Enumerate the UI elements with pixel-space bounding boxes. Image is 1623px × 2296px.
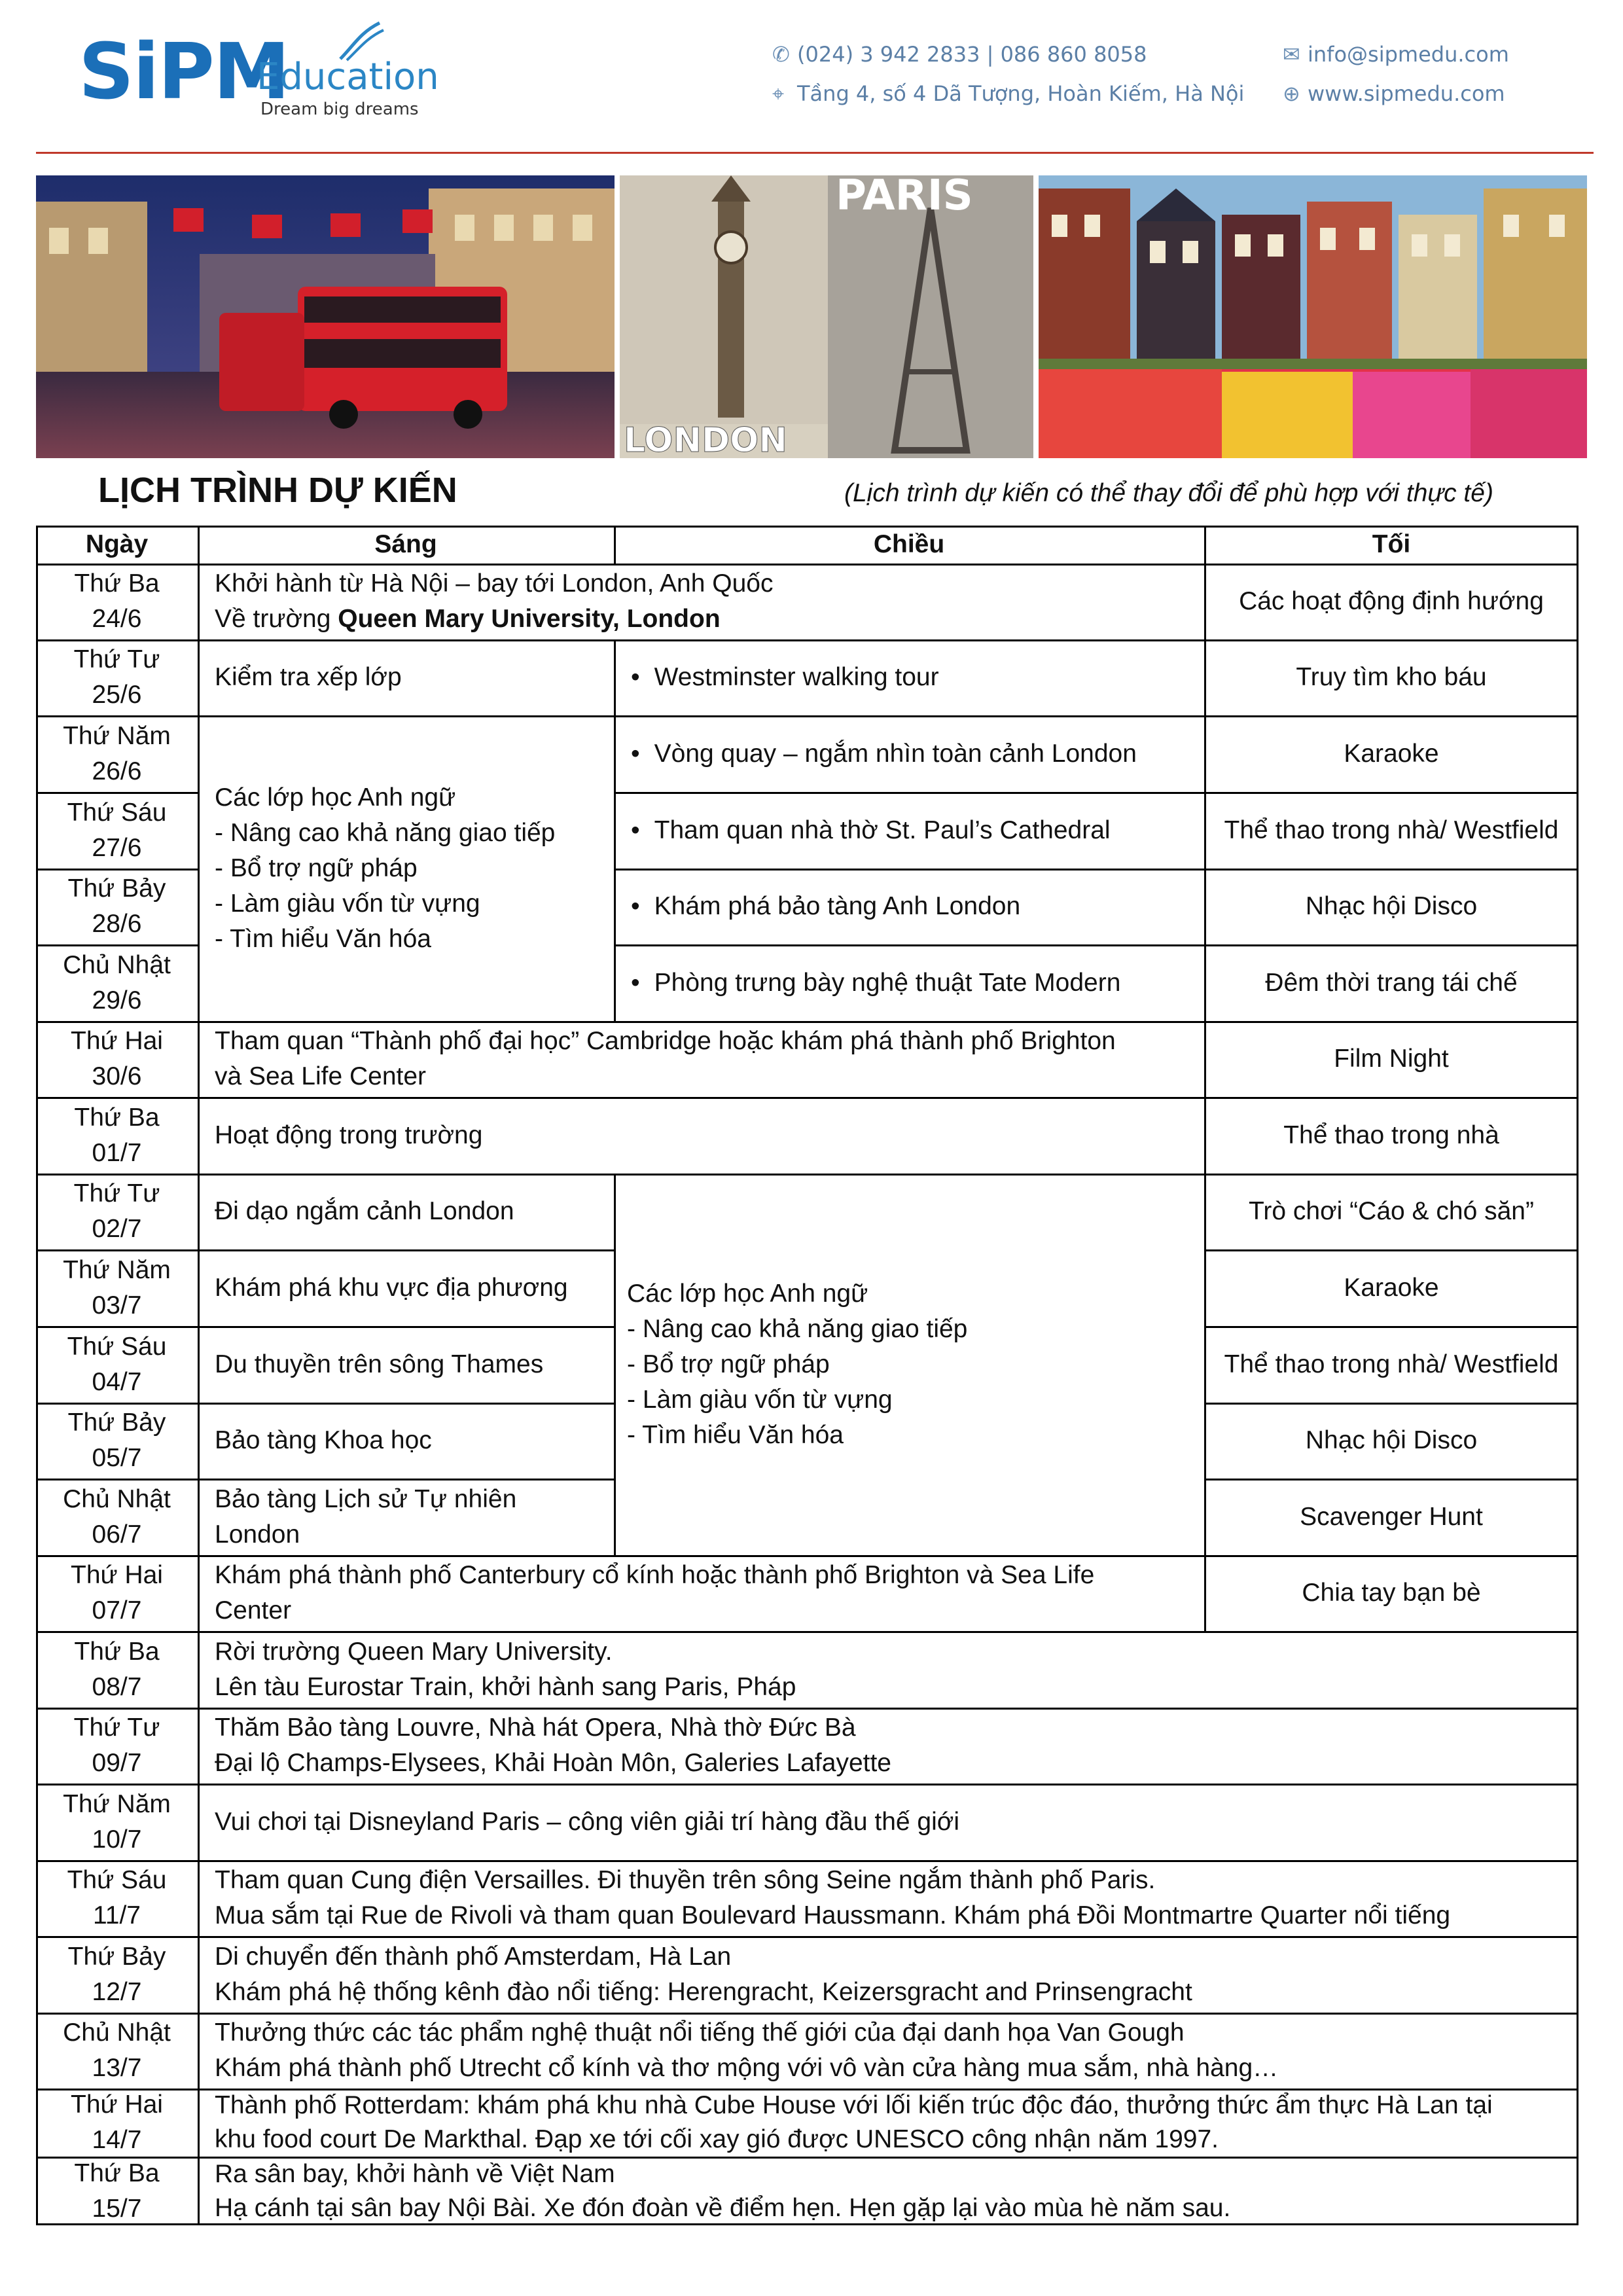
day-cell: Thứ Năm 10/7 (63, 1789, 171, 1854)
banner-images (36, 175, 1587, 458)
day-cell: Chủ Nhật 13/7 (63, 2018, 171, 2082)
afternoon-cell: • Tham quan nhà thờ St. Paul’s Cathedral (614, 792, 1204, 869)
grid-line (36, 1174, 1578, 1175)
grid-line (36, 564, 1578, 565)
website-contact[interactable]: ⊕ www.sipmedu.com (1283, 81, 1505, 106)
full-day-cell: Vui chơi tại Disneyland Paris – công viên giải trí hàng đầu thế giới (215, 1807, 960, 1836)
grid-line (1204, 639, 1206, 715)
evening-cell: Thể thao trong nhà (1283, 1121, 1499, 1149)
grid-line (36, 1631, 1578, 1633)
location-pin-icon: ⌖ (772, 81, 785, 106)
grid-line (36, 1860, 1578, 1862)
grid-line (614, 639, 616, 715)
full-day-cell: Tham quan Cung điện Versailles. Đi thuyền trên sông Seine ngắm thành phố Paris. Mua sắm tại Rue de Rivoli và tham quan Boulevard Haussmann. Khám phá Đồi Montmartre Quarter nổi tiếng (215, 1866, 1451, 1929)
english-class-block: Các lớp học Anh ngữ - Nâng cao khả năng giao tiếp - Bổ trợ ngữ pháp - Làm giàu vốn từ vựng - Tìm hiểu Văn hóa (215, 783, 556, 953)
day-cell: Thứ Ba 01/7 (74, 1103, 160, 1167)
grid-line (1204, 1021, 1206, 1174)
activity-cell: Khám phá thành phố Canterbury cổ kính hoặc thành phố Brighton và Sea Life Center (215, 1561, 1095, 1624)
day-cell: Thứ Sáu 11/7 (67, 1866, 167, 1929)
evening-cell: Truy tìm kho báu (1296, 663, 1487, 691)
day-cell: Thứ Tư 09/7 (73, 1713, 160, 1777)
grid-line (36, 2089, 1578, 2090)
day-cell: Thứ Hai 30/6 (71, 1027, 163, 1090)
mail-icon: ✉ (1283, 42, 1300, 67)
globe-icon: ⊕ (1283, 81, 1300, 106)
evening-cell: Đêm thời trang tái chế (1265, 968, 1518, 997)
evening-cell: Nhạc hội Disco (1305, 1426, 1478, 1454)
grid-line (36, 944, 198, 946)
london-street-photo (36, 175, 615, 458)
grid-line (36, 2223, 1578, 2225)
amsterdam-tulips-photo (1039, 175, 1587, 458)
morning-cell: Kiểm tra xếp lớp (215, 663, 402, 691)
evening-cell: Nhạc hội Disco (1305, 892, 1478, 920)
paris-label: PARIS (836, 175, 973, 220)
day-cell: Thứ Bảy 12/7 (67, 1942, 166, 2006)
email-contact[interactable]: ✉ info@sipmedu.com (1283, 42, 1509, 67)
evening-cell: Chia tay bạn bè (1302, 1579, 1481, 1607)
activity-cell: Hoạt động trong trường (215, 1121, 483, 1149)
london-paris-collage (620, 175, 1033, 458)
schedule-note: (Lịch trình dự kiến có thể thay đổi để phù hợp với thực tế) (844, 479, 1493, 507)
header-afternoon: Chiều (873, 530, 945, 558)
evening-cell: Thể thao trong nhà/ Westfield (1224, 1350, 1559, 1378)
grid-line (36, 869, 198, 870)
grid-line (36, 1021, 1578, 1023)
full-day-cell: Thăm Bảo tàng Louvre, Nhà hát Opera, Nhà thờ Đức Bà Đại lộ Champs-Elysees, Khải Hoàn Môn, Galeries Lafayette (215, 1713, 891, 1777)
grid-line (1204, 1249, 1578, 1251)
morning-cell: Đi dạo ngắm cảnh London (215, 1197, 514, 1225)
evening-cell: Karaoke (1344, 1273, 1439, 1302)
morning-cell: Du thuyền trên sông Thames (215, 1350, 544, 1378)
day-cell: Thứ Ba 08/7 (74, 1637, 160, 1701)
day-cell: Chủ Nhật 29/6 (63, 950, 171, 1014)
grid-line (198, 526, 200, 2225)
phone-icon: ✆ (772, 42, 790, 67)
grid-line (1204, 526, 1206, 564)
day-cell: Thứ Tư 02/7 (73, 1179, 160, 1243)
grid-line (36, 1784, 1578, 1785)
evening-cell: Karaoke (1344, 739, 1439, 768)
grid-line (36, 526, 1578, 528)
header-morning: Sáng (374, 530, 437, 558)
day-cell: Thứ Tư 25/6 (73, 645, 160, 709)
full-day-cell: Thành phố Rotterdam: khám phá khu nhà Cube House với lối kiến trúc độc đáo, thưởng thức ẩm thực Hà Lan tại khu food court De Markthal. Đạp xe tới cối xay gió được UNESCO công nhận năm 1997. (215, 2091, 1493, 2153)
morning-cell: Bảo tàng Lịch sử Tự nhiên London (215, 1484, 517, 1549)
evening-cell: Scavenger Hunt (1300, 1502, 1483, 1531)
grid-line (1204, 715, 1206, 1021)
header-day: Ngày (85, 530, 149, 558)
day-cell: Thứ Ba 15/7 (74, 2159, 160, 2223)
grid-line (1204, 1479, 1578, 1480)
morning-cell: Bảo tàng Khoa học (215, 1426, 432, 1454)
afternoon-cell: • Phòng trưng bày nghệ thuật Tate Modern (614, 944, 1204, 1021)
phone-contact: ✆ (024) 3 942 2833 | 086 860 8058 (772, 42, 1147, 67)
activity-cell: Tham quan “Thành phố đại học” Cambridge hoặc khám phá thành phố Brighton và Sea Life Center (215, 1027, 1116, 1090)
logo-tagline: Dream big dreams (260, 99, 419, 119)
grid-line (614, 869, 1578, 870)
full-day-cell: Thưởng thức các tác phẩm nghệ thuật nổi tiếng thế giới của đại danh họa Van Gough Khám phá thành phố Utrecht cổ kính và thơ mộng với vô vàn cửa hàng mua sắm, nhà hàng… (215, 2018, 1279, 2082)
evening-cell: Film Night (1334, 1045, 1449, 1073)
grid-line (36, 715, 1578, 717)
grid-line (1204, 1555, 1206, 1631)
evening-cell: Thể thao trong nhà/ Westfield (1224, 816, 1559, 844)
schedule-title: LỊCH TRÌNH DỰ KIẾN (98, 471, 457, 510)
address-contact: ⌖ Tầng 4, số 4 Dã Tượng, Hoàn Kiếm, Hà Nội (772, 81, 1245, 106)
grid-line (614, 792, 1578, 794)
afternoon-cell: • Vòng quay – ngắm nhìn toàn cảnh London (614, 715, 1204, 792)
grid-line (36, 2157, 1578, 2159)
sipm-logo (79, 20, 445, 124)
day-cell: Thứ Ba 24/6 (74, 569, 160, 633)
grid-line (1577, 526, 1578, 2225)
schedule-table (36, 526, 1578, 2225)
logo-subtitle: Education (257, 56, 439, 98)
day-cell: Thứ Hai 07/7 (71, 1561, 163, 1624)
grid-line (36, 1249, 614, 1251)
grid-line (36, 2013, 1578, 2015)
grid-line (614, 526, 616, 564)
day-cell: Thứ Bảy 28/6 (67, 874, 166, 938)
day-cell: Thứ Sáu 27/6 (67, 798, 167, 862)
morning-cell: Khám phá khu vực địa phương (215, 1273, 568, 1302)
day-cell: Thứ Năm 26/6 (63, 721, 171, 785)
grid-line (36, 1479, 614, 1480)
full-day-cell: Di chuyển đến thành phố Amsterdam, Hà Lan Khám phá hệ thống kênh đào nổi tiếng: Herengracht, Keizersgracht and Prinsengracht (215, 1942, 1192, 2006)
grid-line (36, 639, 1578, 641)
grid-line (36, 1708, 1578, 1710)
grid-line (36, 1097, 1578, 1099)
london-label: LONDON (624, 421, 787, 458)
english-class-block: Các lớp học Anh ngữ - Nâng cao khả năng giao tiếp - Bổ trợ ngữ pháp - Làm giàu vốn từ vựng - Tìm hiểu Văn hóa (627, 1279, 968, 1449)
grid-line (36, 1326, 614, 1328)
grid-line (1204, 1326, 1578, 1328)
header-evening: Tối (1372, 530, 1411, 558)
full-day-cell: Rời trường Queen Mary University. Lên tàu Eurostar Train, khởi hành sang Paris, Pháp (215, 1637, 796, 1701)
full-day-cell: Ra sân bay, khởi hành về Việt Nam Hạ cánh tại sân bay Nội Bài. Xe đón đoàn về điểm hẹn. Hẹn gặp lại vào mùa hè năm sau. (215, 2159, 1231, 2222)
grid-line (1204, 1174, 1206, 1555)
day-cell: Thứ Bảy 05/7 (67, 1408, 166, 1472)
grid-line (1204, 1403, 1578, 1405)
grid-line (614, 1174, 616, 1555)
header-divider (36, 152, 1594, 154)
day-cell: Thứ Sáu 04/7 (67, 1332, 167, 1396)
logo-wordmark: SiPM (79, 26, 289, 117)
activity-cell: Khởi hành từ Hà Nội – bay tới London, Anh Quốc Về trường Queen Mary University, London (215, 569, 774, 633)
grid-line (614, 715, 616, 1021)
evening-cell: Các hoạt động định hướng (1239, 587, 1544, 615)
afternoon-cell: • Khám phá bảo tàng Anh London (614, 869, 1204, 944)
grid-line (36, 792, 198, 794)
day-cell: Thứ Hai 14/7 (71, 2090, 163, 2154)
afternoon-cell: • Westminster walking tour (614, 639, 1204, 715)
grid-line (1204, 564, 1206, 639)
grid-line (614, 944, 1578, 946)
grid-line (36, 526, 38, 2225)
day-cell: Thứ Năm 03/7 (63, 1255, 171, 1319)
grid-line (36, 1555, 1578, 1557)
grid-line (36, 1403, 614, 1405)
day-cell: Chủ Nhật 06/7 (63, 1484, 171, 1549)
evening-cell: Trò chơi “Cáo & chó săn” (1249, 1197, 1534, 1225)
grid-line (36, 1936, 1578, 1938)
